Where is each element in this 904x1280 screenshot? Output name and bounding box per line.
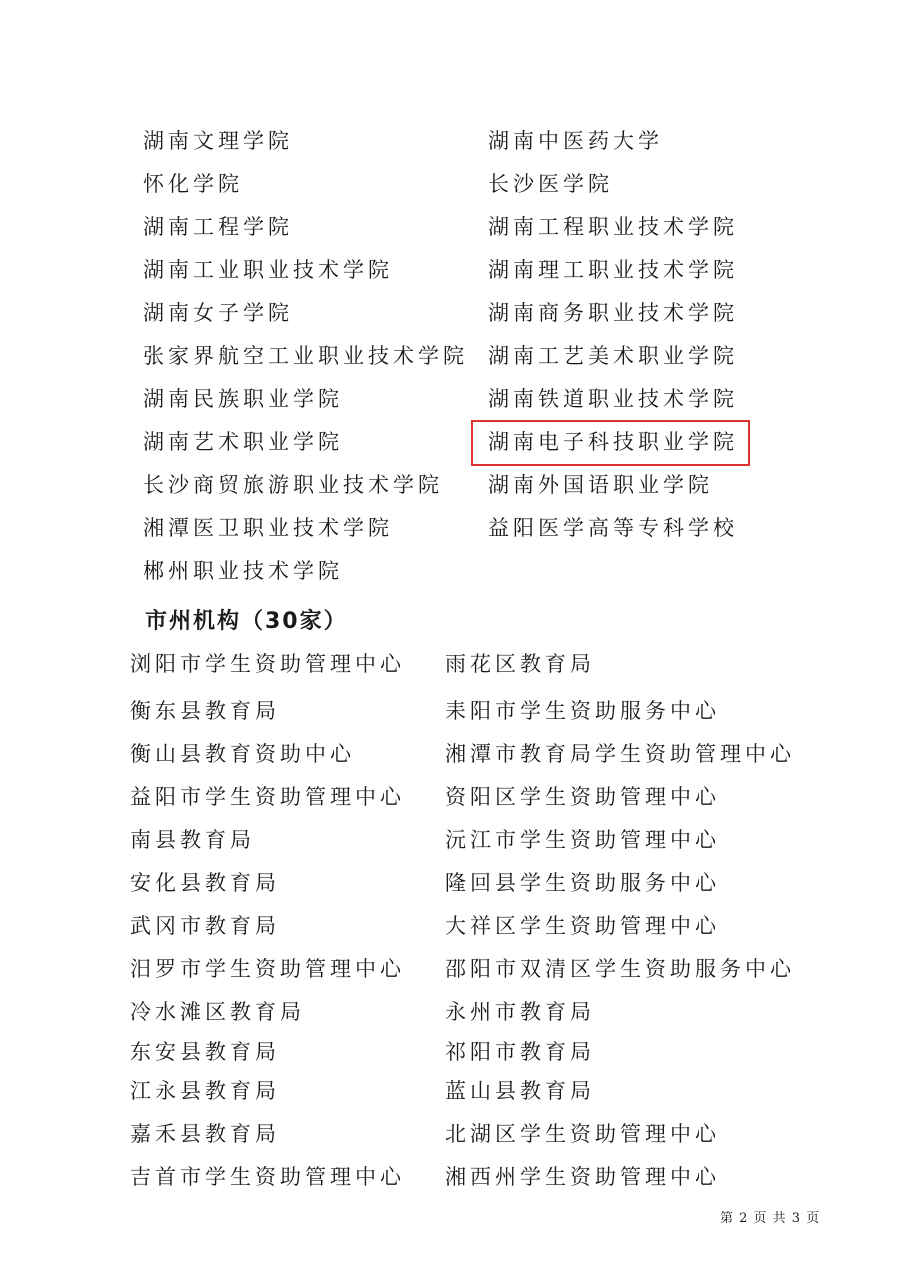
college-item-highlighted: 湖南电子科技职业学院 [488,430,738,454]
college-item: 湖南女子学院 [143,301,293,325]
city-institution-item: 江永县教育局 [130,1079,280,1103]
college-item: 湖南工程职业技术学院 [488,215,738,239]
college-item: 湖南外国语职业学院 [488,473,713,497]
city-institution-item: 武冈市教育局 [130,914,280,938]
college-item: 湖南工程学院 [143,215,293,239]
highlight-box [471,420,750,466]
city-institution-item: 南县教育局 [130,828,255,852]
college-item: 长沙医学院 [488,172,613,196]
college-item: 湘潭医卫职业技术学院 [143,516,393,540]
city-institution-item: 浏阳市学生资助管理中心 [130,652,405,676]
college-item: 湖南艺术职业学院 [143,430,343,454]
city-institution-item: 大祥区学生资助管理中心 [445,914,720,938]
city-institution-item: 嘉禾县教育局 [130,1122,280,1146]
city-institution-item: 祁阳市教育局 [445,1040,595,1064]
college-item: 郴州职业技术学院 [143,559,343,583]
city-institution-item: 汨罗市学生资助管理中心 [130,957,405,981]
college-item: 张家界航空工业职业技术学院 [143,344,468,368]
city-institution-item: 资阳区学生资助管理中心 [445,785,720,809]
city-institution-item: 益阳市学生资助管理中心 [130,785,405,809]
city-institution-item: 衡东县教育局 [130,699,280,723]
city-institution-item: 安化县教育局 [130,871,280,895]
college-item: 怀化学院 [143,172,243,196]
city-institution-item: 永州市教育局 [445,1000,595,1024]
city-institution-item: 雨花区教育局 [445,652,595,676]
college-item: 益阳医学高等专科学校 [488,516,738,540]
city-institution-item: 湘潭市教育局学生资助管理中心 [445,742,795,766]
section-heading: 市州机构（30家） [145,609,348,634]
city-institution-item: 湘西州学生资助管理中心 [445,1165,720,1189]
page-number: 第 2 页 共 3 页 [720,1211,821,1226]
city-institution-item: 东安县教育局 [130,1040,280,1064]
city-institution-item: 衡山县教育资助中心 [130,742,355,766]
city-institution-item: 吉首市学生资助管理中心 [130,1165,405,1189]
college-item: 湖南工艺美术职业学院 [488,344,738,368]
city-institution-item: 北湖区学生资助管理中心 [445,1122,720,1146]
city-institution-item: 邵阳市双清区学生资助服务中心 [445,957,795,981]
college-item: 湖南铁道职业技术学院 [488,387,738,411]
city-institution-item: 隆回县学生资助服务中心 [445,871,720,895]
city-institution-item: 冷水滩区教育局 [130,1000,305,1024]
college-item: 湖南商务职业技术学院 [488,301,738,325]
college-item: 湖南工业职业技术学院 [143,258,393,282]
city-institution-item: 蓝山县教育局 [445,1079,595,1103]
college-item: 湖南理工职业技术学院 [488,258,738,282]
college-item: 湖南民族职业学院 [143,387,343,411]
college-item: 湖南中医药大学 [488,129,663,153]
college-item: 长沙商贸旅游职业技术学院 [143,473,443,497]
city-institution-item: 沅江市学生资助管理中心 [445,828,720,852]
college-item: 湖南文理学院 [143,129,293,153]
city-institution-item: 耒阳市学生资助服务中心 [445,699,720,723]
